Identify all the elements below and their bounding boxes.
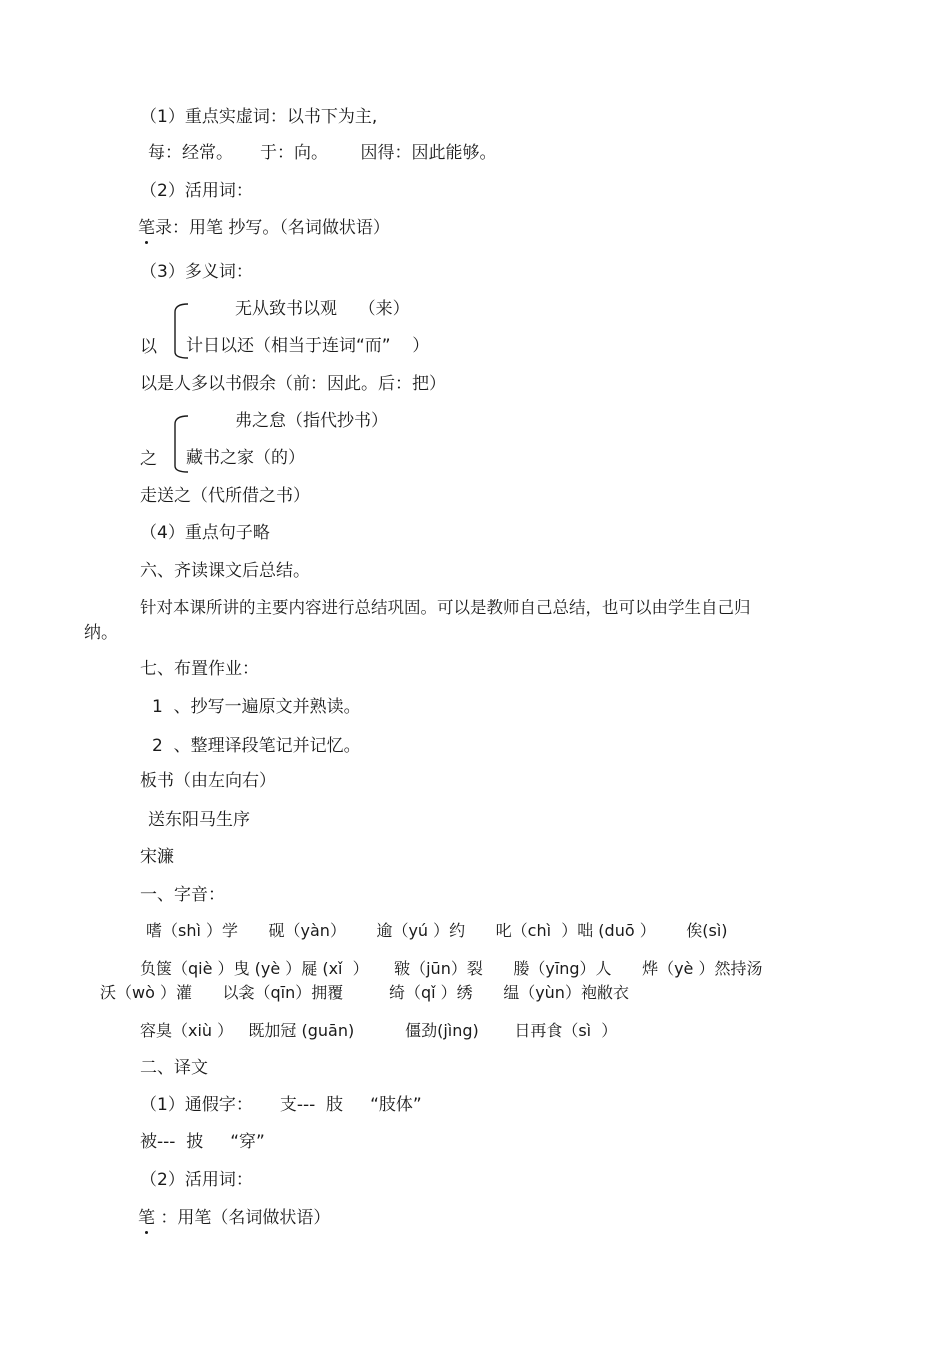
text-line: 每：经常。 于：向。 因得：因此能够。 [148, 143, 497, 163]
text-line: 板书（由左向右） [140, 771, 276, 791]
text-line: 纳。 [84, 623, 118, 643]
text-line: 以 [140, 337, 157, 357]
text-line: 嗜（shì ）学 砚（yàn） 逾（yú ）约 叱（chì ）咄 (duō ） 俟(sì) [146, 921, 728, 940]
text-line: 之 [140, 449, 157, 469]
text-line: 无从致书以观 （来） [235, 299, 410, 319]
text-line: （4）重点句子略 [140, 523, 270, 543]
text-line: （2）活用词： [140, 181, 253, 201]
text-line: 送东阳马生序 [148, 810, 250, 830]
text-line: 弗之怠（指代抄书） [235, 411, 388, 431]
text-line: 笔录：用笔 抄写。（名词做状语） [138, 218, 390, 238]
text-line: 走送之（代所借之书） [140, 486, 310, 506]
text-line: 1 、抄写一遍原文并熟读。 [152, 697, 361, 717]
emphasis-dot [145, 1231, 148, 1234]
text-line: 计日以还（相当于连词“而” ） [186, 336, 430, 356]
text-line: （1）通假字： 支--- 肢 “肢体” [140, 1095, 422, 1115]
text-line: 以是人多以书假余（前：因此。后：把） [140, 374, 446, 394]
text-line: 一、字音： [140, 885, 225, 905]
text-line: 宋濂 [140, 847, 174, 867]
emphasis-dot [145, 241, 148, 244]
text-line: 笔 ：用笔（名词做状语） [138, 1208, 331, 1228]
text-line: 七、布置作业： [140, 659, 259, 679]
text-line: 沃（wò ）灌 以衾（qīn）拥覆 绮（qǐ ）绣 缊（yùn）袍敝衣 [100, 983, 629, 1002]
text-line: 负箧（qiè ）曳 (yè ）屣 (xǐ ） 皲（jūn）裂 媵（yīng）人 烨（yè ）然持汤 [140, 959, 763, 978]
text-line: 2 、整理译段笔记并记忆。 [152, 736, 361, 756]
text-line: 二、译文 [140, 1058, 208, 1078]
text-line: （2）活用词： [140, 1170, 253, 1190]
text-line: （3）多义词： [140, 262, 253, 282]
text-line: 六、齐读课文后总结。 [140, 561, 310, 581]
text-line: 容臭（xiù ） 既加冠 (guān) 僵劲(jìng) 日再食（sì ） [140, 1021, 618, 1040]
text-line: 被--- 披 “穿” [140, 1132, 265, 1152]
text-line: 藏书之家（的） [186, 448, 305, 468]
text-line: 针对本课所讲的主要内容进行总结巩固。可以是教师自己总结，也可以由学生自己归 [140, 598, 751, 617]
text-line: （1）重点实虚词：以书下为主, [140, 107, 378, 127]
